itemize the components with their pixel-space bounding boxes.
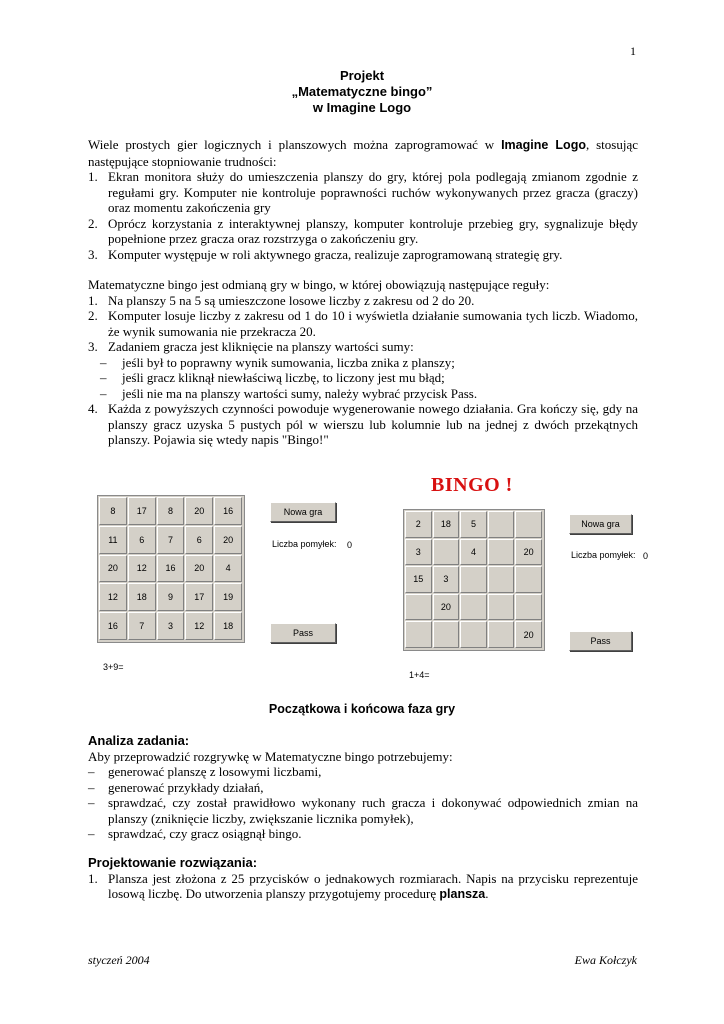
sublist-item xyxy=(88,370,638,386)
list-item xyxy=(88,308,638,339)
item-text: generować przykłady działań, xyxy=(108,779,264,795)
list-item xyxy=(88,339,638,401)
list-item xyxy=(88,169,638,216)
board-cell[interactable]: 7 xyxy=(128,612,156,640)
board-cell[interactable]: 15 xyxy=(405,566,432,593)
list-item xyxy=(88,764,638,780)
item-text: Oprócz korzystania z interaktywnej planszy, komputer kontroluje przebieg gry, sygnalizuje błędy popełnione przez gracza oraz rozstrzyga o zakończeniu gry. xyxy=(108,215,638,246)
sublist-item xyxy=(88,355,638,371)
item-text: Komputer losuje liczby z zakresu od 1 do 10 i wyświetla działanie sumowania tych liczb. Wiadomo, że wynik sumowania nie przekracza 20. xyxy=(108,308,638,339)
dash-marker: – xyxy=(88,764,95,779)
page-number: 1 xyxy=(630,44,636,58)
intro-section xyxy=(88,137,638,262)
item-number: 4. xyxy=(88,401,98,416)
equation-display: 3+9= xyxy=(103,662,124,672)
item-number: 3. xyxy=(88,246,98,262)
item-text-end: . xyxy=(485,886,489,901)
dash-marker: – xyxy=(100,354,107,370)
board-cell[interactable] xyxy=(488,594,515,621)
board-cell[interactable]: 18 xyxy=(214,612,242,640)
board-cell[interactable] xyxy=(460,566,487,593)
analysis-list xyxy=(88,764,638,842)
design-list xyxy=(88,871,638,903)
board-cell[interactable]: 8 xyxy=(157,497,185,525)
board-cell[interactable]: 6 xyxy=(128,526,156,554)
board-cell[interactable]: 12 xyxy=(99,583,127,611)
board-cell[interactable] xyxy=(460,621,487,648)
item-number: 3. xyxy=(88,339,98,354)
board-cell[interactable]: 20 xyxy=(214,526,242,554)
board-cell[interactable]: 20 xyxy=(185,555,213,583)
board-cell[interactable]: 4 xyxy=(460,539,487,566)
board-cell[interactable]: 7 xyxy=(157,526,185,554)
board-cell[interactable]: 16 xyxy=(214,497,242,525)
board-cell[interactable] xyxy=(488,539,515,566)
imagine-logo-name: Imagine Logo xyxy=(501,138,586,152)
difficulty-list xyxy=(88,169,638,262)
analysis-heading: Analiza zadania: xyxy=(88,733,190,748)
title-line-2: „Matematyczne bingo” xyxy=(291,84,433,99)
board-cell[interactable]: 18 xyxy=(128,583,156,611)
bingo-board-initial xyxy=(97,495,245,643)
board-cell[interactable] xyxy=(515,511,542,538)
item-text: sprawdzać, czy gracz osiągnął bingo. xyxy=(108,826,302,841)
dash-marker: – xyxy=(88,826,95,841)
item-text: Zadaniem gracza jest kliknięcie na planszy wartości sumy: xyxy=(108,339,414,354)
board-cell[interactable] xyxy=(460,594,487,621)
board-cell[interactable]: 20 xyxy=(515,621,542,648)
board-cell[interactable] xyxy=(488,511,515,538)
list-item xyxy=(88,293,638,309)
board-cell[interactable]: 6 xyxy=(185,526,213,554)
item-text: Komputer występuje w roli aktywnego gracza, realizuje zaprogramowaną strategię gry. xyxy=(108,246,563,262)
board-cell[interactable]: 2 xyxy=(405,511,432,538)
board-cell[interactable]: 20 xyxy=(185,497,213,525)
sublist-text: jeśli gracz kliknął niewłaściwą liczbę, to liczony jest mu błąd; xyxy=(122,370,445,385)
item-text: generować planszę z losowymi liczbami, xyxy=(108,764,322,779)
board-cell[interactable]: 20 xyxy=(433,594,460,621)
new-game-button[interactable]: Nowa gra xyxy=(270,502,336,522)
list-item xyxy=(88,826,638,842)
design-section xyxy=(88,855,638,903)
list-item xyxy=(88,216,638,247)
rules-sublist xyxy=(88,355,638,402)
board-cell[interactable]: 18 xyxy=(433,511,460,538)
item-number: 1. xyxy=(88,292,98,308)
item-text: Każda z powyższych czynności powoduje wygenerowanie nowego działania. Gra kończy się, gdy na planszy gracz uzyska 5 pustych pól w wierszu lub kolumnie lub na jednej z dwóch przekątnych planszy. Pojawia się wtedy napis "Bingo!" xyxy=(108,401,638,447)
item-number: 2. xyxy=(88,215,98,231)
list-item xyxy=(88,780,638,796)
board-cell[interactable] xyxy=(405,621,432,648)
analysis-section xyxy=(88,733,638,842)
item-text: Na planszy 5 na 5 są umieszczone losowe liczby z zakresu od 2 do 20. xyxy=(108,292,475,308)
item-text: sprawdzać, czy został prawidłowo wykonany ruch gracza i dokonywać odpowiednich zmian na planszy (zniknięcie liczby, zwiększanie licznika pomyłek), xyxy=(108,795,638,826)
item-text: Plansza jest złożona z 25 przycisków o jednakowych rozmiarach. Napis na przycisku reprezentuje losową liczbę. Do utworzenia planszy przygotujemy procedurę xyxy=(108,870,638,901)
bingo-banner: BINGO ! xyxy=(431,474,513,496)
errors-count: 0 xyxy=(643,551,649,561)
board-cell[interactable] xyxy=(405,594,432,621)
list-item xyxy=(88,247,638,263)
list-item xyxy=(88,795,638,826)
board-cell[interactable]: 5 xyxy=(460,511,487,538)
sublist-item xyxy=(88,386,638,402)
footer-author: Ewa Kołczyk xyxy=(574,953,637,967)
rules-intro: Matematyczne bingo jest odmianą gry w bingo, w której obowiązują następujące reguły: xyxy=(88,277,550,292)
intro-text-end: , stosując następujące stopniowanie trudności: xyxy=(88,137,638,169)
new-game-button[interactable]: Nowa gra xyxy=(569,514,632,534)
bingo-board-final xyxy=(403,509,545,651)
title-line-3: w Imagine Logo xyxy=(312,100,412,115)
board-cell[interactable]: 20 xyxy=(99,555,127,583)
board-cell[interactable]: 11 xyxy=(99,526,127,554)
board-cell[interactable]: 9 xyxy=(157,583,185,611)
board-cell[interactable]: 20 xyxy=(515,539,542,566)
board-cell[interactable]: 12 xyxy=(128,555,156,583)
rules-list xyxy=(88,293,638,448)
item-text: Ekran monitora służy do umieszczenia planszy do gry, której pola podlegają zmianom zgodnie z regułami gry. Komputer nie kontroluje poprawności ruchów wykonywanych przez gracza (graczy) oraz momentu zakończenia gry xyxy=(108,169,638,215)
intro-paragraph xyxy=(88,137,638,169)
board-cell[interactable]: 17 xyxy=(128,497,156,525)
list-item xyxy=(88,871,638,903)
item-number: 1. xyxy=(88,169,98,184)
dash-marker: – xyxy=(100,370,107,385)
design-heading: Projektowanie rozwiązania: xyxy=(88,855,258,870)
board-cell[interactable]: 19 xyxy=(214,583,242,611)
board-cell[interactable]: 12 xyxy=(185,612,213,640)
list-item xyxy=(88,401,638,448)
equation-display: 1+4= xyxy=(409,670,430,680)
procedure-name: plansza xyxy=(439,887,486,901)
board-cell[interactable]: 4 xyxy=(214,555,242,583)
intro-text: Wiele prostych gier logicznych i planszowych można zaprogramować w xyxy=(88,137,502,152)
board-cell[interactable] xyxy=(433,621,460,648)
pass-button[interactable]: Pass xyxy=(569,631,632,651)
item-number: 1. xyxy=(88,870,98,886)
board-cell[interactable]: 8 xyxy=(99,497,127,525)
pass-button[interactable]: Pass xyxy=(270,623,336,643)
board-cell[interactable]: 17 xyxy=(185,583,213,611)
errors-label: Liczba pomyłek: xyxy=(272,539,337,549)
board-cell[interactable]: 3 xyxy=(405,539,432,566)
item-number: 2. xyxy=(88,308,98,323)
sublist-text: jeśli był to poprawny wynik sumowania, liczba znika z planszy; xyxy=(122,354,455,370)
board-cell[interactable] xyxy=(433,539,460,566)
title-line-1: Projekt xyxy=(339,68,385,83)
board-cell[interactable] xyxy=(488,621,515,648)
figure-caption: Początkowa i końcowa faza gry xyxy=(268,702,456,716)
board-cell[interactable] xyxy=(515,594,542,621)
board-cell[interactable]: 3 xyxy=(157,612,185,640)
analysis-intro: Aby przeprowadzić rozgrywkę w Matematyczne bingo potrzebujemy: xyxy=(88,748,453,764)
board-cell[interactable] xyxy=(515,566,542,593)
sublist-text: jeśli nie ma na planszy wartości sumy, należy wybrać przycisk Pass. xyxy=(122,385,478,401)
dash-marker: – xyxy=(88,779,95,795)
errors-label: Liczba pomyłek: xyxy=(571,550,636,560)
rules-section xyxy=(88,277,638,448)
errors-count: 0 xyxy=(347,540,353,550)
board-cell[interactable]: 3 xyxy=(433,566,460,593)
board-cell[interactable]: 16 xyxy=(99,612,127,640)
dash-marker: – xyxy=(100,385,107,401)
document-title xyxy=(0,68,724,116)
dash-marker: – xyxy=(88,795,95,810)
board-cell[interactable] xyxy=(488,566,515,593)
footer-date: styczeń 2004 xyxy=(88,953,150,967)
board-cell[interactable]: 16 xyxy=(157,555,185,583)
